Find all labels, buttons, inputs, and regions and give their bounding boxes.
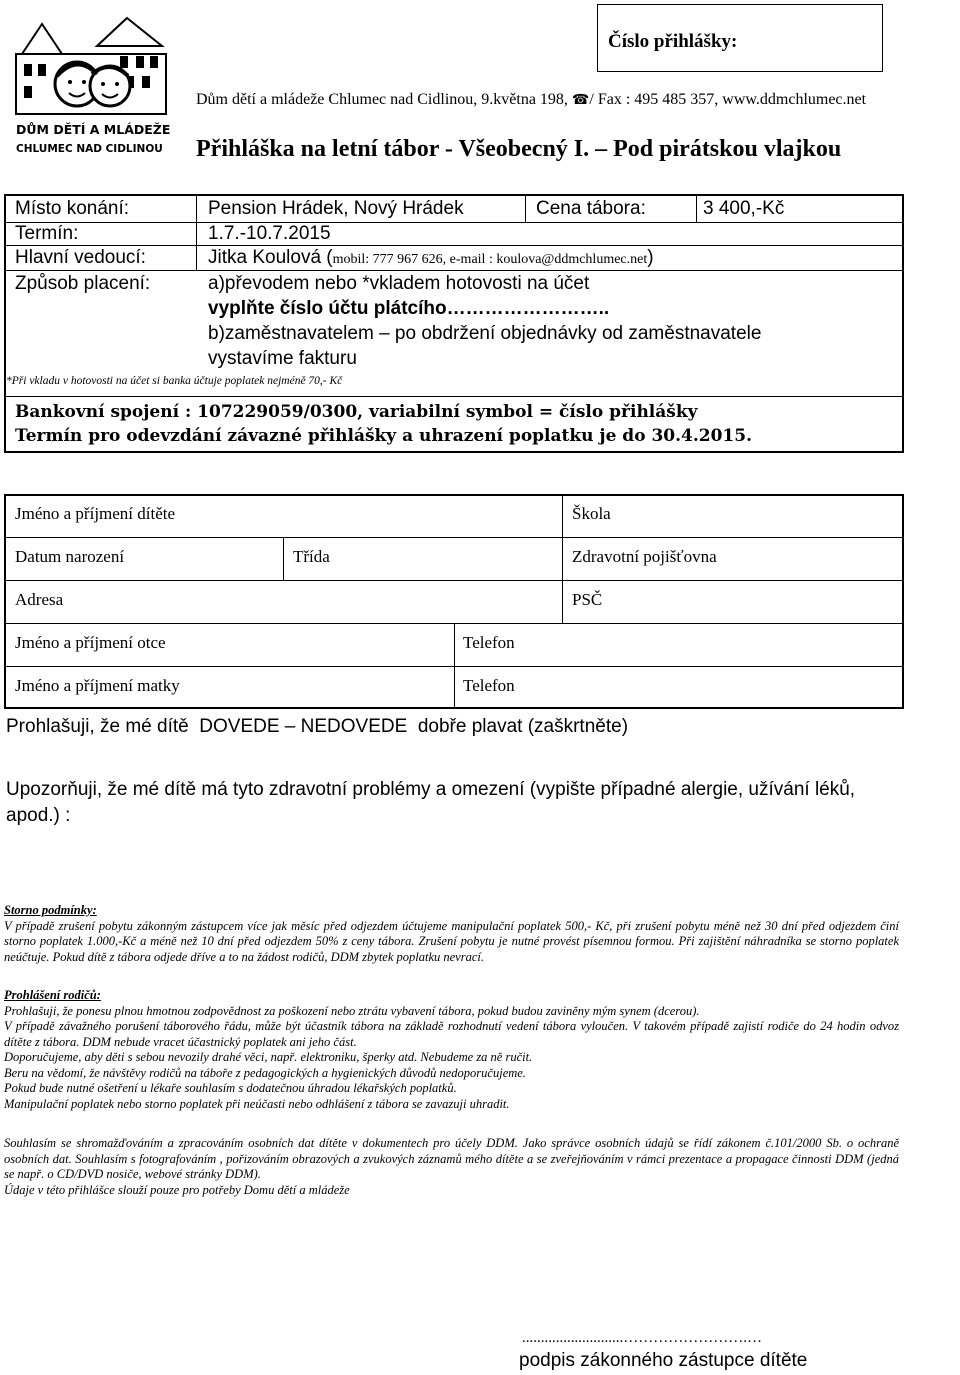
- consent-last: Údaje v této přihlášce slouží pouze pro potřeby Domu dětí a mládeže: [4, 1182, 350, 1197]
- declaration-p3: Doporučujeme, aby děti s sebou nevozily drahé věci, např. elektroniku, šperky atd. Nebudeme za ně ručit.: [4, 1050, 533, 1064]
- declaration-p2: V případě závažného porušení táborového řádu, může být účastník tábora na základě rozhodnutí vedení tábora vyloučen. V takovém případě zajistí rodiče do 24 hodin odvoz dítěte z tábora. DDM nebude vracet účastnický poplatek ani jeho část.: [4, 1019, 899, 1049]
- leader-close: ): [647, 247, 654, 268]
- signature-line[interactable]: ...........................…………………….…: [522, 1330, 762, 1346]
- logo-line1: DŮM DĚTÍ A MLÁDEŽE: [16, 122, 171, 137]
- payment-account-prompt: vyplňte číslo účtu plátcího……………………..: [208, 298, 610, 319]
- swim-option-cannot[interactable]: NEDOVEDE: [300, 716, 408, 737]
- zip-field[interactable]: PSČ: [572, 590, 603, 609]
- fax-text: / Fax : 495 485 357, www.ddmchlumec.net: [589, 91, 867, 108]
- child-name-field[interactable]: Jméno a příjmení dítěte: [15, 504, 176, 523]
- payment-option-a: a)převodem nebo *vkladem hotovosti na účet: [208, 273, 590, 294]
- birth-date-field[interactable]: Datum narození: [15, 547, 125, 566]
- application-number-label: Číslo přihlášky:: [608, 31, 738, 52]
- header-address: [196, 91, 866, 109]
- address-field[interactable]: Adresa: [15, 590, 64, 609]
- venue-label: Místo konání:: [15, 198, 130, 219]
- telephone-icon: ☎: [571, 92, 590, 108]
- mother-phone-field[interactable]: Telefon: [463, 676, 515, 695]
- leader-name: Jitka Koulová (: [208, 247, 333, 268]
- health-line1: Upozorňuji, že mé dítě má tyto zdravotní problémy a omezení (vypište případné alergie, užívání léků,: [6, 779, 856, 800]
- leader-contact: mobil: 777 967 626, e-mail : koulova@ddmchlumec.net: [332, 252, 648, 267]
- swim-suffix: dobře plavat (zaškrtněte): [417, 716, 629, 737]
- camp-info-table: [4, 194, 904, 453]
- page-title: Přihláška na letní tábor - Všeobecný I. – Pod pirátskou vlajkou: [196, 136, 842, 162]
- father-phone-field[interactable]: Telefon: [463, 633, 515, 652]
- declaration-p1: Prohlašuji, že ponesu plnou hmotnou zodpovědnost za poškození nebo ztrátu vybavení tábora, pokud budou zaviněny mým synem (dcerou).: [4, 1003, 700, 1018]
- fee-note: *Při vkladu v hotovosti na účet si banka účtuje poplatek nejméně 70,- Kč: [6, 375, 343, 387]
- term-value: 1.7.-10.7.2015: [208, 223, 331, 244]
- school-field[interactable]: Škola: [572, 504, 611, 523]
- payment-option-b: b)zaměstnavatelem – po obdržení objednávky od zaměstnavatele: [208, 323, 762, 344]
- price-value: 3 400,-Kč: [703, 198, 785, 219]
- leader-label: Hlavní vedoucí:: [15, 247, 146, 268]
- swim-option-can[interactable]: DOVEDE: [199, 716, 280, 737]
- registration-form: [4, 494, 904, 709]
- consent-section: [4, 1136, 899, 1198]
- declaration-p4: Beru na vědomí, že návštěvy rodičů na táboře z pedagogických a hygienických důvodů nedoporučujeme.: [4, 1065, 526, 1080]
- father-name-field[interactable]: Jméno a příjmení otce: [15, 633, 166, 652]
- term-label: Termín:: [15, 223, 79, 244]
- parent-declaration: [4, 988, 899, 1112]
- declaration-p6: Manipulační poplatek nebo storno poplatek při neúčasti nebo odhlášení z tábora se zavazuji uhradit.: [4, 1096, 510, 1111]
- price-label: Cena tábora:: [536, 198, 646, 219]
- storno-heading: Storno podmínky:: [4, 903, 97, 917]
- deadline: Termín pro odevzdání závazné přihlášky a uhrazení poplatku je do 30.4.2015.: [15, 426, 753, 446]
- mother-name-field[interactable]: Jméno a příjmení matky: [15, 676, 180, 695]
- swim-declaration: [6, 716, 628, 738]
- declaration-p5: Pokud bude nutné ošetření u lékaře souhlasím s dodatečnou úhradou lékařských poplatků.: [4, 1081, 457, 1095]
- signature-label: podpis zákonného zástupce dítěte: [519, 1350, 808, 1371]
- address-text: Dům dětí a mládeže Chlumec nad Cidlinou, 9.května 198,: [196, 91, 568, 108]
- venue-value: Pension Hrádek, Nový Hrádek: [208, 198, 464, 219]
- declaration-heading: Prohlášení rodičů:: [4, 988, 101, 1002]
- bank-details: Bankovní spojení : 107229059/0300, variabilní symbol = číslo přihlášky: [15, 402, 698, 422]
- insurance-field[interactable]: Zdravotní pojišťovna: [572, 547, 717, 566]
- logo-line2: CHLUMEC NAD CIDLINOU: [16, 143, 163, 155]
- ddm-logo: [2, 14, 172, 164]
- health-notice: [6, 777, 855, 829]
- storno-section: [4, 903, 899, 965]
- class-field[interactable]: Třída: [293, 547, 330, 566]
- swim-dash: –: [284, 716, 296, 737]
- swim-prefix: Prohlašuji, že mé dítě: [6, 716, 189, 737]
- storno-text: V případě zrušení pobytu zákonným zástupcem více jak měsíc před odjezdem účtujeme manipulační poplatek 500,- Kč, při zrušení pobytu méně než 30 dní před odjezdem činí storno poplatek 1.000,-Kč a méně než 10 dní před odjezdem 50% z ceny tábora. Zrušení pobytu je nutné provést písemnou formou. Při zajištění náhradníka se storno poplatek neúčtuje. Pokud dítě z tábora odjede dříve a to na žádost rodičů, DDM zbytek poplatku nevrací.: [4, 918, 899, 964]
- health-line2: apod.) :: [6, 805, 71, 826]
- payment-label: Způsob placení:: [15, 273, 151, 294]
- leader-value: [208, 247, 654, 269]
- consent-text: Souhlasím se shromažďováním a zpracováním osobních dat dítěte v dokumentech pro účely DDM. Jako správce osobních údajů se řídí zákonem č.101/2000 Sb. o ochraně osobních dat. Souhlasím s fotografováním , pořizováním obrazových a zvukových záznamů mého dítěte a se zveřejňováním v rámci prezentace a propagace činnosti DDM (jedná se např. o CD/DVD nosiče, webové stránky DDM).: [4, 1136, 899, 1181]
- application-number-box: [597, 4, 883, 72]
- payment-option-b-line2: vystavíme fakturu: [208, 348, 357, 369]
